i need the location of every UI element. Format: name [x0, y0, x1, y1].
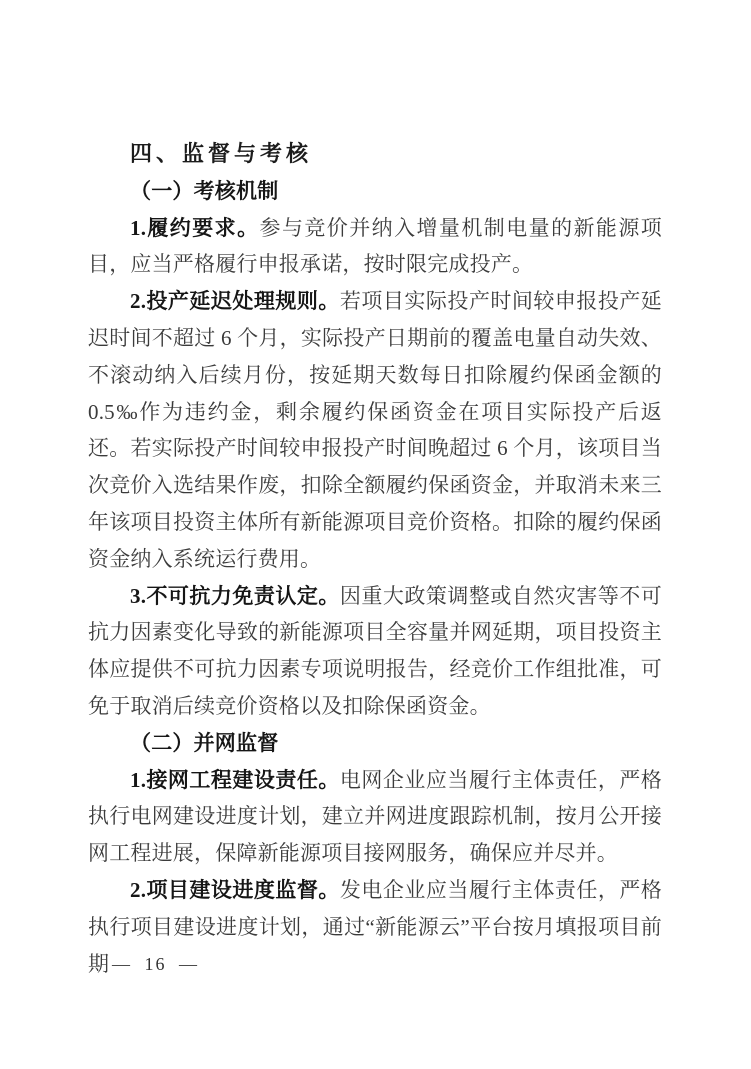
paragraph-body: 若项目实际投产时间较申报投产延迟时间不超过 6 个月，实际投产日期前的覆盖电量自动失效、不滚动纳入后续月份，按延期天数每日扣除履约保函金额的 0.5‰作为违约金，剩余履约保函资金在项目实际投产后返还。若实际投产时间较申报投产时间晚超过 6 个月，该项目当次竞价入选结果作废，扣除全额履约保函资金，并取消未来三年该项目投资主体所有新能源项目竞价资格。扣除的履约保函资金纳入系统运行费用。 [88, 289, 662, 571]
paragraph-performance-requirement [88, 210, 662, 284]
subsection-heading-assessment: （一）考核机制 [130, 178, 279, 203]
paragraph-delay-rules [88, 283, 662, 577]
document-content [88, 136, 662, 982]
paragraph-body: 电网企业应当履行主体责任，严格执行电网建设进度计划，建立并网进度跟踪机制，按月公开接网工程进展，保障新能源项目接网服务，确保应并尽并。 [88, 767, 662, 866]
paragraph-lead: 1.接网工程建设责任。 [130, 767, 340, 792]
page-number: — 16 — [112, 954, 199, 974]
subsection-heading-grid-connection: （二）并网监督 [130, 730, 279, 755]
section-heading: 四、监督与考核 [130, 141, 313, 166]
paragraph-lead: 3.不可抗力免责认定。 [130, 583, 340, 608]
paragraph-lead: 2.投产延迟处理规则。 [130, 289, 340, 314]
paragraph-force-majeure [88, 578, 662, 725]
paragraph-lead: 1.履约要求。 [130, 215, 260, 240]
paragraph-grid-construction-duty [88, 762, 662, 872]
paragraph-body: 发电企业应当履行主体责任，严格执行项目建设进度计划，通过“新能源云”平台按月填报项目前期 [88, 877, 662, 976]
paragraph-lead: 2.项目建设进度监督。 [130, 877, 340, 902]
paragraph-body: 参与竞价并纳入增量机制电量的新能源项目，应当严格履行申报承诺，按时限完成投产。 [88, 215, 662, 277]
paragraph-body: 因重大政策调整或自然灾害等不可抗力因素变化导致的新能源项目全容量并网延期，项目投资主体应提供不可抗力因素专项说明报告，经竞价工作组批准，可免于取消后续竞价资格以及扣除保函资金。 [88, 583, 662, 718]
